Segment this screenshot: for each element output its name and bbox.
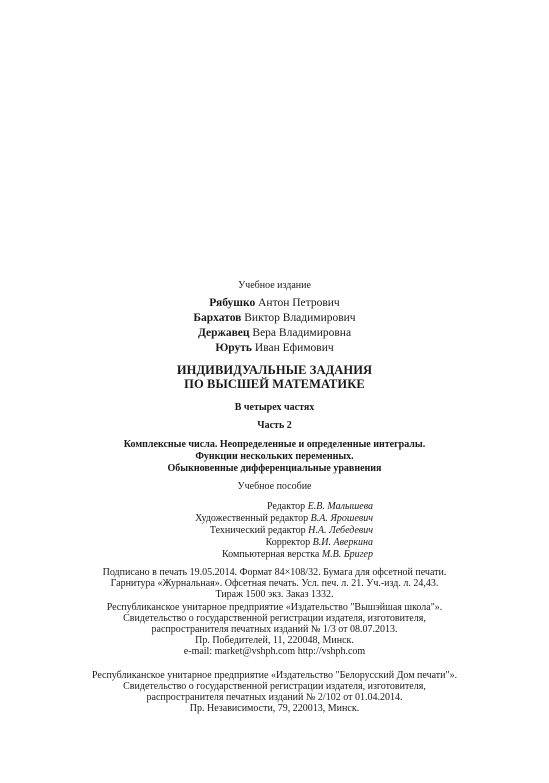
author-surname: Державец — [197, 327, 250, 339]
book-type: Учебное пособие — [237, 481, 312, 492]
author-surname: Рябушко — [209, 297, 256, 309]
printer-line: распространителя печатных изданий № 2/102 от 01.04.2014. — [146, 692, 403, 703]
credit-name: Н.А. Лебедевич — [308, 525, 373, 536]
parts-note: В четырех частях — [234, 402, 315, 413]
author-surname: Бархатов — [193, 312, 242, 324]
credit-line — [222, 549, 373, 560]
subtitle-line: Обыкновенные дифференциальные уравнения — [167, 463, 382, 474]
print-info-line: Гарнитура «Журнальная». Офсетная печать. Усл. печ. л. 21. Уч.-изд. л. 24,43. — [110, 578, 439, 589]
credit-name: М.В. Бригер — [321, 549, 373, 560]
author-line — [0, 297, 549, 310]
publisher-contact-line: e-mail: market@vshph.com http://vshph.com — [183, 646, 366, 657]
credit-role: Редактор — [266, 501, 306, 512]
author-given-name: Антон Петрович — [258, 297, 340, 309]
author-surname: Юруть — [215, 342, 253, 354]
credit-role: Технический редактор — [209, 525, 306, 536]
book-title-line: ИНДИВИДУАЛЬНЫЕ ЗАДАНИЯ — [176, 363, 373, 377]
publisher-line: Пр. Победителей, 11, 220048, Минск. — [195, 635, 354, 646]
author-line — [0, 327, 549, 340]
subtitle-line: Функции нескольких переменных. — [195, 451, 354, 462]
publisher-line: распространителя печатных изданий № 1/3 от 08.07.2013. — [151, 624, 398, 635]
credit-line — [267, 501, 373, 512]
credit-name: В.А. Ярошевич — [310, 513, 373, 524]
author-given-name: Иван Ефимович — [254, 342, 334, 354]
book-title-line: ПО ВЫСШЕЙ МАТЕМАТИКЕ — [184, 377, 365, 391]
author-given-name: Вера Владимировна — [252, 327, 352, 339]
credit-role: Корректор — [265, 537, 311, 548]
printer-line: Республиканское унитарное предприятие «Издательство "Белорусский Дом печати"». — [91, 670, 458, 681]
publisher-line: Республиканское унитарное предприятие «Издательство "Вышэйшая школа"». — [106, 602, 443, 613]
print-info-line: Тираж 1500 экз. Заказ 1332. — [215, 589, 334, 600]
author-line — [0, 312, 549, 325]
part-number: Часть 2 — [257, 420, 292, 431]
credit-line — [195, 513, 373, 524]
credit-role: Художественный редактор — [195, 513, 309, 524]
credit-line — [266, 537, 373, 548]
edition-type: Учебное издание — [238, 280, 311, 291]
print-info-line: Подписано в печать 19.05.2014. Формат 84×108/32. Бумага для офсетной печати. — [102, 567, 447, 578]
credit-name: Е.В. Малышева — [307, 501, 373, 512]
author-given-name: Виктор Владимирович — [244, 312, 356, 324]
credit-role: Компьютерная верстка — [221, 549, 320, 560]
subtitle-line: Комплексные числа. Неопределенные и определенные интегралы. — [123, 439, 426, 450]
credit-line — [210, 525, 373, 536]
printer-line: Пр. Независимости, 79, 220013, Минск. — [189, 703, 360, 714]
author-line — [0, 342, 549, 355]
credit-name: В.И. Аверкина — [312, 537, 373, 548]
printer-line: Свидетельство о государственной регистрации издателя, изготовителя, — [123, 681, 426, 692]
publisher-line: Свидетельство о государственной регистрации издателя, изготовителя, — [123, 613, 426, 624]
